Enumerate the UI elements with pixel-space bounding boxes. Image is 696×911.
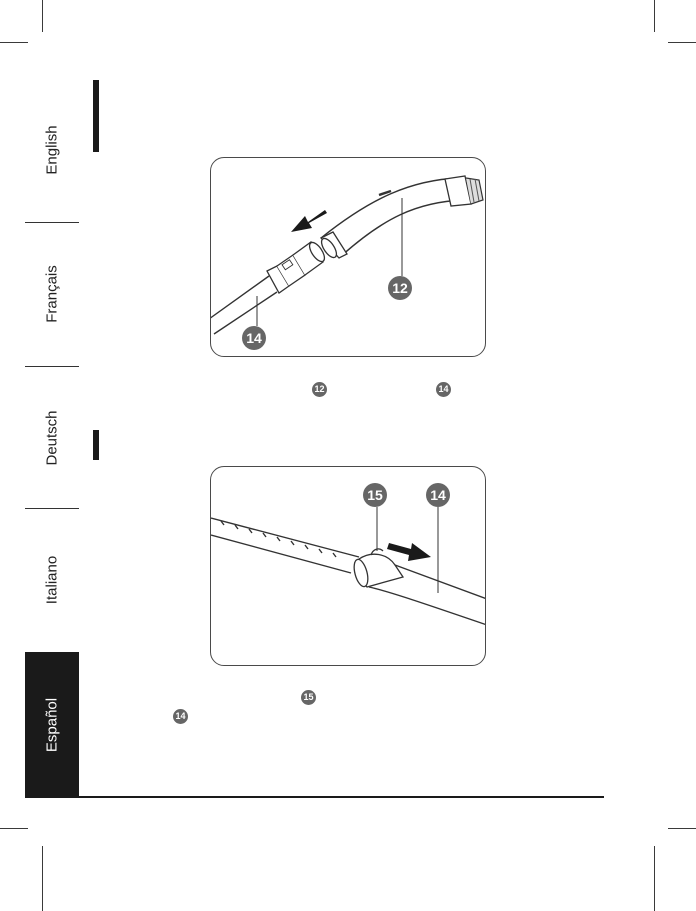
crop-mark: [42, 846, 43, 911]
lang-divider: [25, 366, 79, 367]
figure-hose-detach: [210, 157, 486, 357]
lang-tab-label: Français: [43, 265, 61, 323]
lang-divider: [25, 222, 79, 223]
lang-tab-francais[interactable]: [25, 228, 79, 360]
callout-badge-14: 14: [242, 326, 266, 350]
crop-mark: [654, 0, 655, 32]
crop-mark: [654, 846, 655, 911]
callout-badge-15: 15: [363, 483, 387, 507]
crop-mark: [0, 42, 28, 43]
extension-tube: [211, 276, 277, 334]
crop-mark: [668, 828, 696, 829]
inline-ref-badge: 14: [173, 709, 188, 724]
lang-tab-label: Deutsch: [43, 410, 61, 466]
crop-mark: [0, 828, 28, 829]
lang-tab-english[interactable]: [25, 85, 79, 215]
section-marker: [93, 80, 99, 152]
page-bottom-rule: [25, 796, 604, 798]
lang-tab-label: English: [43, 125, 61, 175]
lang-tab-espanol[interactable]: [25, 652, 79, 798]
callout-badge-12: 12: [388, 276, 412, 300]
direction-arrow: [387, 543, 431, 561]
figure-tube-adjust: [210, 466, 486, 666]
lang-tab-label: Español: [43, 697, 61, 753]
lang-tab-italiano[interactable]: [25, 514, 79, 646]
crop-mark: [668, 42, 696, 43]
lang-tab-label: Italiano: [43, 555, 61, 605]
outer-tube: [395, 565, 485, 599]
lang-tab-deutsch[interactable]: [25, 372, 79, 504]
lang-divider: [25, 508, 79, 509]
inline-ref-badge: 14: [436, 382, 451, 397]
direction-arrow: [291, 210, 327, 232]
outer-tube: [369, 587, 485, 625]
hose-wand: [321, 178, 459, 238]
inline-ref-badge: 15: [301, 690, 316, 705]
section-marker: [93, 430, 99, 460]
inner-tube: [211, 518, 359, 557]
callout-badge-14: 14: [426, 483, 450, 507]
crop-mark: [42, 0, 43, 32]
inline-ref-badge: 12: [312, 382, 327, 397]
adjustment-notches: [221, 521, 336, 557]
hose-wand: [339, 200, 463, 258]
inner-tube: [211, 535, 351, 573]
